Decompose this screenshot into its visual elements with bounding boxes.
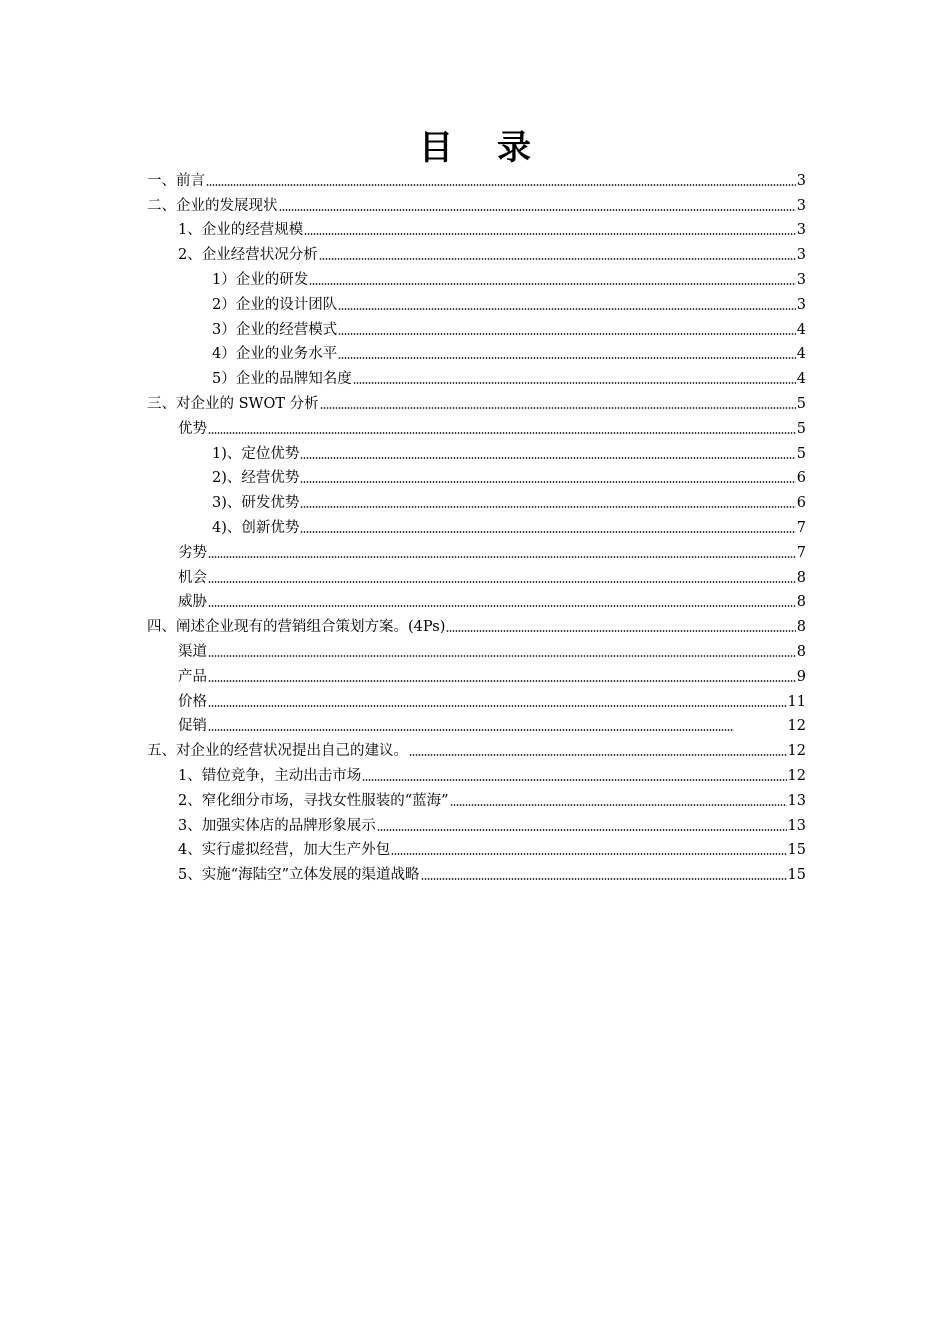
toc-page-number: 12 (787, 767, 806, 784)
toc-dot-leader (208, 655, 796, 657)
toc-page-number: 5 (796, 420, 806, 437)
toc-dot-leader (338, 357, 796, 359)
toc-dot-leader (304, 233, 796, 235)
toc-entry[interactable] (0, 290, 950, 315)
toc-dot-leader (208, 705, 787, 707)
toc-entry-text: 4）企业的业务水平 (212, 346, 338, 363)
toc-page-number: 15 (787, 842, 806, 859)
toc-entry[interactable] (0, 488, 950, 513)
toc-entry-text: 5）企业的品牌知名度 (212, 371, 352, 388)
toc-dot-leader (208, 605, 796, 607)
toc-entry-text: 4)、创新优势 (212, 519, 300, 536)
toc-entry[interactable] (0, 687, 950, 712)
toc-entry-text: 价格 (178, 693, 207, 710)
toc-dot-leader (338, 308, 796, 310)
toc-entry[interactable] (0, 612, 950, 637)
toc-entry[interactable] (0, 240, 950, 265)
toc-dot-leader (206, 184, 796, 186)
toc-dot-leader (300, 531, 795, 533)
toc-page-number: 3 (796, 271, 806, 288)
toc-entry-text: 产品 (178, 668, 207, 685)
toc-entry-text: 2）企业的设计团队 (212, 296, 338, 313)
toc-entry[interactable] (0, 414, 950, 439)
toc-entry[interactable] (0, 786, 950, 811)
toc-dot-leader (319, 258, 796, 260)
toc-entry-text: 1）企业的研发 (212, 271, 309, 288)
toc-dot-leader (208, 432, 796, 434)
toc-page-number: 7 (796, 544, 806, 561)
toc-entry[interactable] (0, 538, 950, 563)
toc-entry[interactable] (0, 662, 950, 687)
toc-dot-leader (421, 878, 787, 880)
toc-page-number: 3 (796, 296, 806, 313)
toc-page-number: 11 (787, 693, 806, 710)
toc-dot-leader (208, 680, 796, 682)
toc-page-number: 6 (796, 495, 806, 512)
toc-dot-leader (208, 581, 796, 583)
toc-entry[interactable] (0, 588, 950, 613)
toc-page-number: 3 (796, 222, 806, 239)
toc-page-number: 8 (796, 619, 806, 636)
toc-page-number: 3 (796, 197, 806, 214)
toc-dot-leader (300, 506, 795, 508)
toc-dot-leader (208, 729, 734, 731)
toc-entry-text: 渠道 (178, 643, 207, 660)
toc-page-number: 5 (796, 395, 806, 412)
toc-dot-leader (377, 829, 787, 831)
toc-entry[interactable] (0, 736, 950, 761)
toc-page-number: 4 (796, 346, 806, 363)
toc-entry[interactable] (0, 340, 950, 365)
toc-page-number: 4 (796, 371, 806, 388)
toc-dot-leader (309, 283, 796, 285)
toc-dot-leader (353, 382, 796, 384)
toc-page-number: 8 (796, 569, 806, 586)
toc-page-number: 9 (796, 668, 806, 685)
toc-entry-text: 1、企业的经营规模 (178, 222, 304, 239)
toc-entry-text: 劣势 (178, 544, 207, 561)
toc-page-number: 12 (787, 743, 806, 760)
toc-entry-text: 五、对企业的经营状况提出自己的建议。 (147, 743, 408, 760)
toc-page-number: 12 (787, 718, 806, 735)
toc-page-number: 4 (796, 321, 806, 338)
toc-page-number: 8 (796, 643, 806, 660)
toc-dot-leader (446, 630, 795, 632)
toc-entry[interactable] (0, 761, 950, 786)
toc-entry-text: 4、实行虚拟经营，加大生产外包 (178, 842, 391, 859)
toc-entry-text: 三、对企业的 SWOT 分析 (147, 395, 319, 412)
toc-entry[interactable] (0, 513, 950, 538)
toc-dot-leader (391, 853, 786, 855)
toc-entry[interactable] (0, 364, 950, 389)
toc-entry-text: 3、加强实体店的品牌形象展示 (178, 817, 376, 834)
toc-entry-text: 2)、经营优势 (212, 470, 300, 487)
toc-dot-leader (450, 804, 787, 806)
toc-entry-text: 3)、研发优势 (212, 495, 300, 512)
toc-entry-text: 二、企业的发展现状 (147, 197, 278, 214)
toc-page-number: 13 (787, 792, 806, 809)
toc-page-number: 5 (796, 445, 806, 462)
toc-dot-leader (338, 333, 796, 335)
toc-entry[interactable] (0, 191, 950, 216)
toc-entry[interactable] (0, 811, 950, 836)
toc-dot-leader (409, 754, 787, 756)
toc-dot-leader (362, 779, 786, 781)
toc-entry[interactable] (0, 265, 950, 290)
toc-page-number: 8 (796, 594, 806, 611)
toc-entry-text: 促销 (178, 718, 207, 735)
toc-entry[interactable] (0, 563, 950, 588)
toc-entry-text: 机会 (178, 569, 207, 586)
toc-dot-leader (279, 209, 796, 211)
toc-entry[interactable] (0, 439, 950, 464)
toc-page-number: 6 (796, 470, 806, 487)
toc-entry-text: 威胁 (178, 594, 207, 611)
toc-entry[interactable] (0, 166, 950, 191)
toc-entry-text: 3）企业的经营模式 (212, 321, 338, 338)
toc-entry[interactable] (0, 389, 950, 414)
toc-entry-text: 2、企业经营状况分析 (178, 247, 318, 264)
toc-entry-text: 一、前言 (147, 172, 205, 189)
toc-page-number: 3 (796, 247, 806, 264)
toc-page-number: 15 (787, 867, 806, 884)
toc-dot-leader (208, 556, 796, 558)
toc-dot-leader (300, 457, 795, 459)
toc-entry-text: 优势 (178, 420, 207, 437)
toc-title: 目录 (419, 127, 575, 168)
toc-entry[interactable] (0, 637, 950, 662)
toc-list (0, 166, 950, 885)
toc-entry[interactable] (0, 315, 950, 340)
toc-entry[interactable] (0, 836, 950, 861)
toc-entry-text: 1)、定位优势 (212, 445, 300, 462)
toc-entry[interactable] (0, 464, 950, 489)
toc-dot-leader (300, 481, 795, 483)
toc-entry-text: 5、实施“海陆空”立体发展的渠道战略 (178, 867, 420, 884)
toc-entry-text: 四、阐述企业现有的营销组合策划方案。(4Ps) (147, 619, 446, 636)
toc-entry[interactable] (0, 216, 950, 241)
toc-page-number: 7 (796, 519, 806, 536)
toc-page-number: 3 (796, 172, 806, 189)
toc-entry[interactable] (0, 712, 950, 737)
toc-entry-text: 1、错位竞争，主动出击市场 (178, 767, 362, 784)
toc-entry-text: 2、窄化细分市场，寻找女性服装的“蓝海” (178, 792, 449, 809)
toc-page-number: 13 (787, 817, 806, 834)
toc-dot-leader (320, 407, 796, 409)
toc-entry[interactable] (0, 860, 950, 885)
